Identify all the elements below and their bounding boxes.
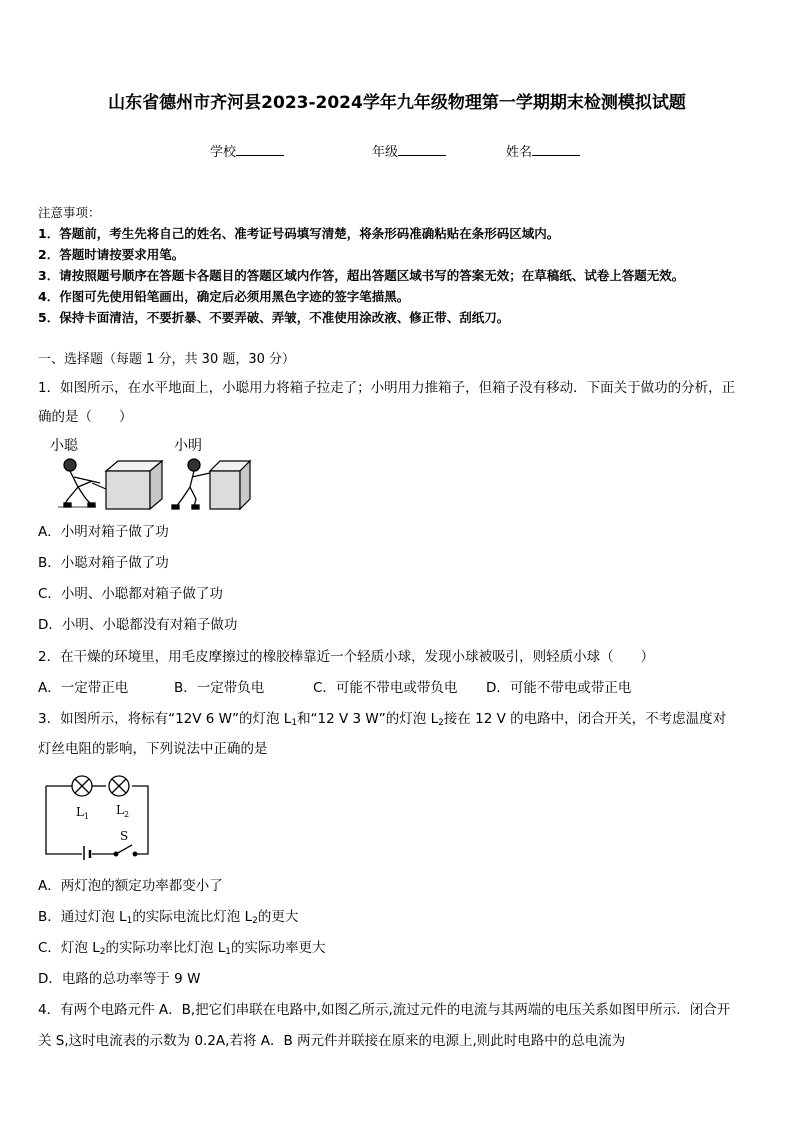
grade-blank	[398, 143, 446, 156]
circuit-wire-right	[132, 786, 148, 854]
box-left	[106, 461, 162, 509]
q2-option-b: B．一定带负电	[174, 680, 265, 696]
section-title: 一、选择题（每题 1 分，共 30 题，30 分）	[38, 352, 296, 367]
switch-label: S	[120, 829, 129, 843]
q3-text-c: 接在 12 V 的电路中，闭合开关，不考虑温度对	[443, 711, 727, 727]
q3-stem-line1	[38, 707, 726, 728]
school-blank	[236, 143, 284, 156]
rope-line	[92, 483, 106, 489]
q3-optb-c: 的更大	[257, 909, 299, 925]
q3-optc-a: C．灯泡 L	[38, 940, 100, 956]
boy-pushing-figure	[172, 459, 210, 509]
q1-option-b: B．小聪对箱子做了功	[38, 555, 169, 571]
l2-label: $L_2$	[116, 803, 130, 819]
q2-stem: 2．在干燥的环境里，用毛皮摩擦过的橡胶棒靠近一个轻质小球，发现小球被吸引，则轻质小球（ ）	[38, 649, 655, 665]
q3-optc-c: 的实际功率更大	[231, 940, 326, 956]
q1-option-a: A．小明对箱子做了功	[38, 524, 169, 540]
q1-figure	[44, 433, 254, 513]
q3-text-b: 和“12 V 3 W”的灯泡 L	[297, 711, 439, 727]
name-blank	[532, 143, 580, 156]
lamp-l2-icon	[109, 776, 129, 796]
q2-option-a: A．一定带正电	[38, 680, 129, 696]
page-title: 山东省德州市齐河县2023-2024学年九年级物理第一学期期末检测模拟试题	[108, 93, 686, 113]
notice-item: 5．保持卡面清洁，不要折暴、不要弄破、弄皱，不准使用涂改液、修正带、刮纸刀。	[38, 310, 510, 325]
q3-sub-1: 1	[291, 718, 298, 728]
lamp-l1-icon	[72, 776, 92, 796]
q3-optc-sub2: 1	[225, 947, 232, 957]
q3-optb-b: 的实际电流比灯泡 L	[132, 909, 253, 925]
box-right	[210, 461, 250, 509]
q3-text-a: 3．如图所示，将标有“12V 6 W”的灯泡 L	[38, 711, 292, 727]
battery-icon	[84, 846, 90, 860]
notice-item: 4．作图可先使用铅笔画出，确定后必须用黑色字迹的签字笔描黑。	[38, 289, 410, 304]
name-field	[506, 141, 580, 160]
q2-option-d: D．可能不带电或带正电	[486, 680, 632, 696]
q3-circuit-figure	[40, 768, 155, 860]
q3-optc-sub1: 2	[99, 947, 106, 957]
q1-stem-line2: 确的是（ ）	[38, 409, 133, 425]
q1-label-left: 小聪	[50, 438, 78, 454]
grade-label: 年级	[372, 145, 399, 160]
q3-optc-b: 的实际功率比灯泡 L	[105, 940, 226, 956]
notice-item: 1．答题前，考生先将自己的姓名、准考证号码填写清楚，将条形码准确粘贴在条形码区域内。	[38, 226, 560, 241]
q3-sub-2: 2	[438, 718, 444, 728]
q3-option-b	[38, 905, 298, 926]
q3-option-a: A．两灯泡的额定功率都变小了	[38, 878, 223, 894]
school-field	[210, 141, 284, 160]
l1-label: $L_1$	[76, 805, 90, 821]
q3-optb-sub1: 1	[126, 916, 133, 926]
boy-pulling-figure	[58, 459, 100, 507]
q1-label-right: 小明	[174, 438, 202, 454]
notice-item: 2．答题时请按要求用笔。	[38, 247, 185, 262]
notice-heading: 注意事项：	[38, 205, 101, 220]
circuit-wire-left	[46, 786, 82, 854]
notice-item: 3．请按照题号顺序在答题卡各题目的答题区域内作答，超出答题区域书写的答案无效；在草稿纸、试卷上答题无效。	[38, 268, 685, 283]
q3-option-c	[38, 936, 326, 957]
q4-stem-line2: 关 S,这时电流表的示数为 0.2A,若将 A．B 两元件并联接在原来的电源上,则此时电路中的总电流为	[38, 1033, 626, 1049]
q1-option-d: D．小明、小聪都没有对箱子做功	[38, 617, 238, 633]
q1-stem-line1: 1．如图所示，在水平地面上，小聪用力将箱子拉走了；小明用力推箱子，但箱子没有移动．下面关于做功的分析，正	[38, 380, 736, 396]
q3-stem-line2: 灯丝电阻的影响，下列说法中正确的是	[38, 741, 268, 757]
switch-icon	[114, 845, 137, 856]
q3-option-d: D．电路的总功率等于 9 W	[38, 971, 201, 987]
school-label: 学校	[210, 145, 237, 160]
grade-field	[372, 141, 446, 160]
name-label: 姓名	[506, 145, 533, 160]
q2-option-c: C．可能不带电或带负电	[313, 680, 458, 696]
q3-optb-a: B．通过灯泡 L	[38, 909, 127, 925]
q3-optb-sub2: 2	[252, 916, 258, 926]
q1-option-c: C．小明、小聪都对箱子做了功	[38, 586, 223, 602]
q4-stem-line1: 4．有两个电路元件 A．B,把它们串联在电路中,如图乙所示,流过元件的电流与其两端的电压关系如图甲所示．闭合开	[38, 1002, 731, 1018]
